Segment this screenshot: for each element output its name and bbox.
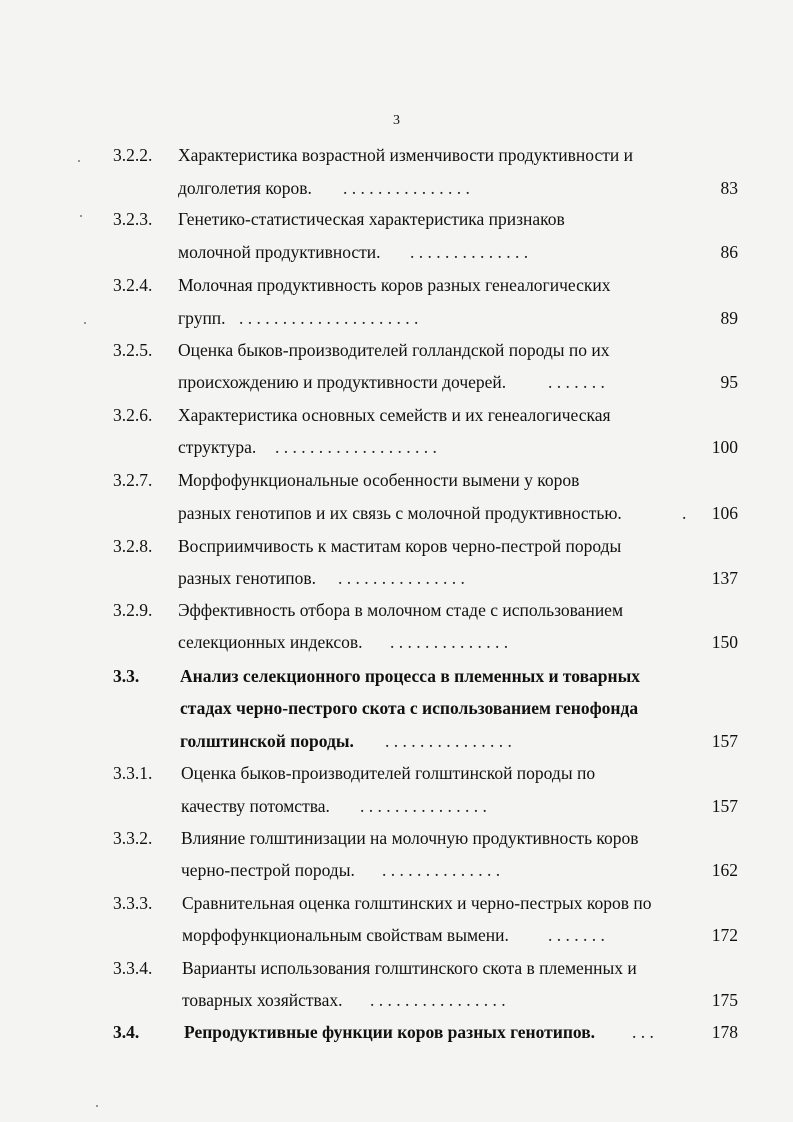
toc-entry-line (0, 823, 793, 853)
leader-dots: . . . . . . . . . . . . . . . . . . . . . (239, 308, 419, 328)
toc-entry-line (0, 173, 793, 203)
leader-dots: . . . . . . . . . . . . . . . (360, 796, 487, 816)
toc-entry-page: 95 (720, 372, 738, 392)
toc-entry-title: структура. (178, 437, 257, 457)
toc-entry-line (0, 432, 793, 462)
toc-entry-line (0, 758, 793, 788)
toc-entry-page: 172 (711, 925, 738, 945)
toc-section-title: Репродуктивные функции коров разных генотипов. (184, 1022, 596, 1042)
toc-entry-page: 162 (711, 860, 738, 880)
page-number: 3 (393, 113, 400, 128)
toc-section-title: Анализ селекционного процесса в племенных и товарных (180, 666, 641, 686)
toc-section-line (0, 661, 793, 691)
leader-dots: . . . . . . . (548, 925, 605, 945)
toc-entry-line (0, 855, 793, 885)
leader-dots: . . . (632, 1022, 654, 1042)
toc-entry-title: Оценка быков-производителей голштинской породы по (181, 763, 596, 783)
toc-entry-page: 83 (720, 178, 738, 198)
toc-entry-title: Влияние голштинизации на молочную продуктивность коров (181, 828, 639, 848)
toc-entry-page: 100 (711, 437, 738, 457)
toc-entry-title: черно-пестрой породы. (181, 860, 355, 880)
toc-entry-title: долголетия коров. (178, 178, 312, 198)
toc-entry-title: Восприимчивость к маститам коров черно-пестрой породы (178, 536, 622, 556)
scan-speck (78, 160, 80, 162)
toc-entry-page: 150 (711, 632, 738, 652)
leader-dots: . . . . . . . . . . . . . . . . . . . (275, 437, 437, 457)
toc-section-number: 3.3. (113, 666, 140, 686)
toc-section-line (0, 1017, 793, 1047)
toc-entry-line (0, 140, 793, 170)
toc-entry-title: Варианты использования голштинского скота в племенных и (182, 958, 637, 978)
toc-entry-title: Сравнительная оценка голштинских и черно-пестрых коров по (182, 893, 652, 913)
toc-entry-line (0, 335, 793, 365)
toc-entry-line (0, 237, 793, 267)
toc-entry-line (0, 367, 793, 397)
toc-entry-line (0, 627, 793, 657)
toc-entry-page: 157 (711, 796, 738, 816)
toc-entry-number: 3.3.3. (113, 893, 153, 913)
toc-entry-number: 3.2.3. (113, 209, 153, 229)
toc-entry-title: групп. (178, 308, 226, 328)
toc-entry-title: качеству потомства. (181, 796, 330, 816)
toc-entry-title: разных генотипов и их связь с молочной продуктивностью. (178, 503, 622, 523)
toc-entry-number: 3.2.6. (113, 405, 153, 425)
toc-entry-title: Характеристика основных семейств и их генеалогическая (178, 405, 611, 425)
toc-entry-line (0, 531, 793, 561)
toc-entry-page: 86 (720, 242, 738, 262)
leader-dots: . . . . . . . . . . . . . . (382, 860, 501, 880)
toc-entry-line (0, 985, 793, 1015)
toc-entry-title: происхождению и продуктивности дочерей. (178, 372, 507, 392)
scan-speck (96, 1105, 98, 1107)
toc-entry-number: 3.3.1. (113, 763, 153, 783)
leader-dots: . . . . . . . . . . . . . . . . (370, 990, 506, 1010)
toc-entry-title: товарных хозяйствах. (182, 990, 343, 1010)
leader-dots: . . . . . . . . . . . . . . (410, 242, 529, 262)
toc-entry-title: молочной продуктивности. (178, 242, 381, 262)
toc-entry-line (0, 303, 793, 333)
toc-entry-line (0, 498, 793, 528)
toc-entry-line (0, 465, 793, 495)
toc-entry-number: 3.2.8. (113, 536, 153, 556)
toc-section-line (0, 693, 793, 723)
toc-entry-line (0, 791, 793, 821)
leader-dots: . . . . . . . . . . . . . . (390, 632, 509, 652)
toc-entry-number: 3.3.4. (113, 958, 153, 978)
toc-section-number: 3.4. (113, 1022, 140, 1042)
toc-entry-number: 3.2.5. (113, 340, 153, 360)
toc-entry-page: 137 (711, 568, 738, 588)
toc-section-line (0, 726, 793, 756)
toc-entry-title: Характеристика возрастной изменчивости продуктивности и (178, 145, 633, 165)
leader-dots: . . . . . . . . . . . . . . . (338, 568, 465, 588)
toc-entry-title: Эффективность отбора в молочном стаде с использованием (178, 600, 624, 620)
toc-entry-title: Генетико-статистическая характеристика признаков (178, 209, 565, 229)
toc-entry-title: разных генотипов. (178, 568, 317, 588)
toc-entry-title: морфофункциональным свойствам вымени. (182, 925, 509, 945)
toc-entry-number: 3.2.2. (113, 145, 153, 165)
toc-entry-page: 106 (711, 503, 738, 523)
toc-entry-line (0, 888, 793, 918)
toc-entry-number: 3.2.7. (113, 470, 153, 490)
toc-entry-number: 3.3.2. (113, 828, 153, 848)
toc-entry-line (0, 595, 793, 625)
toc-entry-title: Оценка быков-производителей голландской породы по их (178, 340, 610, 360)
leader-dots: . . . . . . . . . . . . . . . (385, 731, 512, 751)
toc-section-page: 157 (711, 731, 738, 751)
toc-section-page: 178 (711, 1022, 738, 1042)
toc-entry-line (0, 953, 793, 983)
toc-entry-title: Молочная продуктивность коров разных генеалогических (178, 275, 611, 295)
leader-dots: . . . . . . . (548, 372, 605, 392)
toc-entry-title: селекционных индексов. (178, 632, 363, 652)
toc-entry-number: 3.2.4. (113, 275, 153, 295)
toc-entry-number: 3.2.9. (113, 600, 153, 620)
toc-entry-line (0, 270, 793, 300)
toc-section-title: голштинской породы. (180, 731, 354, 751)
scan-speck (80, 215, 82, 217)
toc-entry-page: 175 (711, 990, 738, 1010)
toc-entry-line (0, 400, 793, 430)
toc-entry-line (0, 920, 793, 950)
toc-entry-page: 89 (720, 308, 738, 328)
toc-section-title: стадах черно-пестрого скота с использованием генофонда (180, 698, 639, 718)
leader-dots: . . . . . . . . . . . . . . . (343, 178, 470, 198)
toc-entry-line (0, 204, 793, 234)
scan-speck (84, 322, 86, 324)
leader-dots: . (682, 503, 687, 523)
toc-entry-title: Морфофункциональные особенности вымени у коров (178, 470, 580, 490)
toc-entry-line (0, 563, 793, 593)
